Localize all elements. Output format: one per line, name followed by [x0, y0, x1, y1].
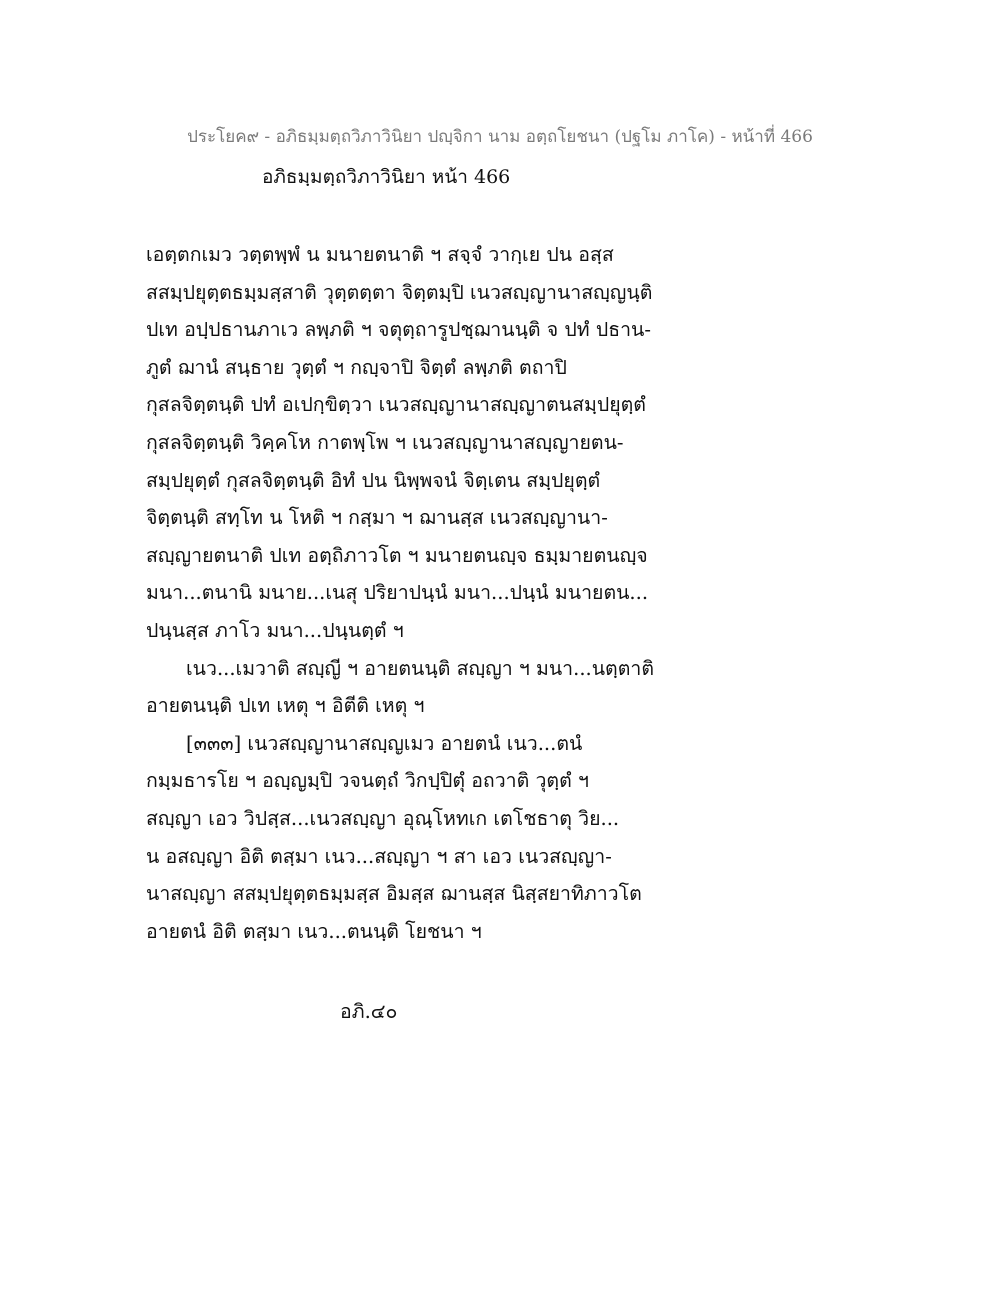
- page-footer-signature: อภิ.๔๐: [340, 1000, 398, 1023]
- text-line: จิตฺตนฺติ สทฺโท น โหติ ฯ กสฺมา ฯ ฌานสฺส เนวสญฺญานา-: [146, 506, 608, 530]
- text-line: นาสญฺญา สสมฺปยุตฺตธมฺมสฺส อิมสฺส ฌานสฺส นิสฺสยาทิภาวโต: [146, 882, 642, 906]
- text-line: ภูตํ ฌานํ สนฺธาย วุตฺตํ ฯ กญฺจาปิ จิตฺตํ ลพฺภติ ตถาปิ: [146, 355, 567, 379]
- paragraph-first-line: [๓๓๓] เนวสญฺญานาสญฺญเมว อายตนํ เนว...ตนํ: [186, 731, 583, 755]
- text-line: สญฺญา เอว วิปสฺส...เนวสญฺญา อุณฺโหทเก เตโชธาตุ วิย...: [146, 806, 620, 830]
- text-line: ปนฺนสฺส ภาโว มนา...ปนฺนตฺตํ ฯ: [146, 618, 404, 642]
- document-body: [146, 236, 866, 950]
- text-line: กุสลจิตฺตนฺติ วิคฺคโห กาตพฺโพ ฯ เนวสญฺญานาสญฺญายตน-: [146, 430, 624, 454]
- text-line: มนา...ตนานิ มนาย...เนสุ ปริยาปนฺนํ มนา...ปนฺนํ มนายตน...: [146, 581, 649, 605]
- text-line: สญฺญายตนาติ ปเท อตฺถิภาวโต ฯ มนายตนญฺจ ธมฺมายตนญฺจ: [146, 543, 648, 567]
- running-header-text: ประโยค๙ - อภิธมฺมตฺถวิภาวินิยา ปญฺจิกา นาม อตฺถโยชนา (ปฐโม ภาโค) - หน้าที่ 466: [187, 127, 813, 147]
- paragraph-first-line: เนว...เมวาติ สญฺญี ฯ อายตนนฺติ สญฺญา ฯ มนา...นตฺตาติ: [186, 656, 654, 680]
- text-line: สสมฺปยุตฺตธมฺมสฺสาติ วุตฺตตฺตา จิตฺตมฺปิ เนวสญฺญานาสญฺญนฺติ: [146, 280, 653, 304]
- text-line: สมฺปยุตฺตํ กุสลจิตฺตนฺติ อิทํ ปน นิพฺพจนํ จิตฺเตน สมฺปยุตฺตํ: [146, 468, 601, 492]
- text-line: กุสลจิตฺตนฺติ ปทํ อเปกฺขิตฺวา เนวสญฺญานาสญฺญาตนสมฺปยุตฺตํ: [146, 393, 646, 417]
- text-line: ปเท อปฺปธานภาเว ลพฺภติ ฯ จตุตฺถารูปชฺฌานนฺติ จ ปทํ ปธาน-: [146, 318, 651, 342]
- running-header: [0, 123, 1000, 150]
- text-line: น อสญฺญา อิติ ตสฺมา เนว...สญฺญา ฯ สา เอว เนวสญฺญา-: [146, 844, 612, 868]
- text-line: อายตนํ อิติ ตสฺมา เนว...ตนนฺติ โยชนา ฯ: [146, 919, 482, 943]
- text-line: อายตนนฺติ ปเท เหตุ ฯ อิตีติ เหตุ ฯ: [146, 694, 425, 718]
- text-line: เอตฺตกเมว วตฺตพฺพํ น มนายตนาติ ฯ สจฺจํ วากฺเย ปน อสฺส: [146, 243, 614, 266]
- text-line: กมฺมธารโย ฯ อญฺญมฺปิ วจนตฺถํ วิกปฺปิตุํ อถวาติ วุตฺตํ ฯ: [146, 769, 589, 793]
- page-title: อภิธมฺมตฺถวิภาวินิยา หน้า 466: [262, 166, 511, 188]
